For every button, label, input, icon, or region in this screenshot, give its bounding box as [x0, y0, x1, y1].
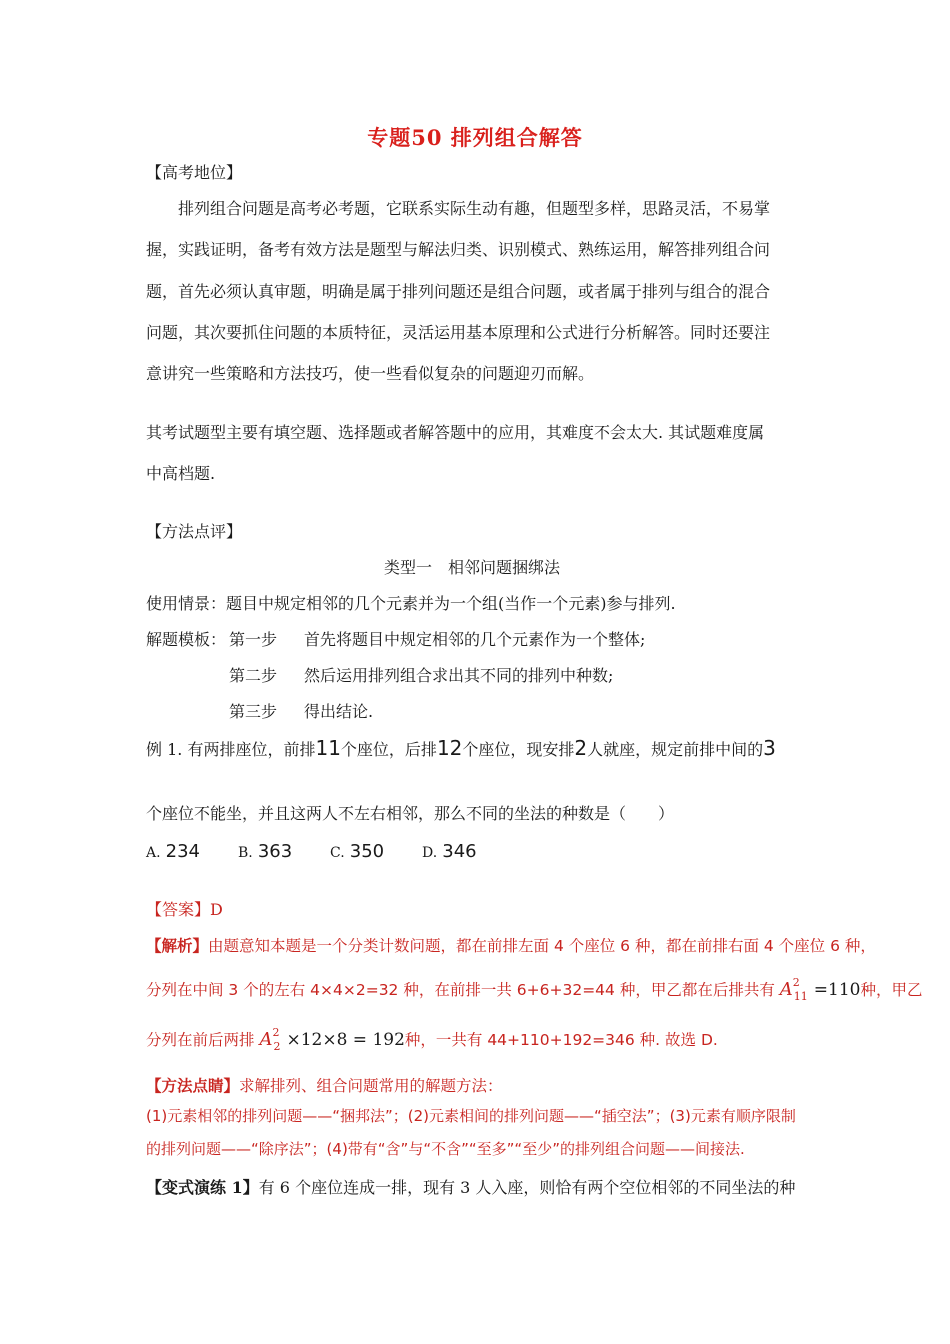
template-label: 解题模板： [146, 630, 227, 649]
analysis-line-1 [146, 936, 876, 956]
tips-line-2: 的排列问题——“除序法”；(4)带有“含”与“不含”“至多”“至少”的排列组合问题——间接法. [146, 1140, 745, 1158]
page-title: 专题50 排列组合解答 [367, 125, 583, 150]
option-b-letter: B. [238, 845, 253, 861]
exam-line-2: 中高档题. [146, 464, 216, 483]
template-step-2-label: 第二步 [229, 666, 278, 685]
example-text-1: 有两排座位，前排 [187, 740, 316, 759]
intro-line-3: 题，首先必须认真审题，明确是属于排列问题还是组合问题，或者属于排列与组合的混合 [146, 282, 771, 301]
option-b-value: 363 [257, 841, 293, 862]
tips-line-1: (1)元素相邻的排列问题——“捆邦法”；(2)元素相间的排列问题——“插空法”；(3)元素有顺序限制 [146, 1107, 796, 1125]
option-d-value: 346 [442, 841, 477, 862]
example-text-4: 人就座，规定前排中间的 [587, 740, 764, 759]
permutation-symbol-2 [259, 1026, 286, 1053]
intro-line-1: 排列组合问题是高考必考题，它联系实际生动有趣，但题型多样，思路灵活，不易掌 [178, 199, 771, 218]
template-step-3-text: 得出结论. [304, 702, 374, 721]
analysis-line-2 [146, 976, 923, 1003]
analysis-text-2b: 种，甲乙 [860, 981, 923, 999]
permutation-sub-2: 2 [273, 1040, 281, 1053]
usage-scenario: 使用情景：题目中规定相邻的几个元素并为一个组(当作一个元素)参与排列. [146, 594, 676, 613]
analysis-label: 【解析】 [146, 937, 209, 955]
intro-line-4: 问题，其次要抓住问题的本质特征，灵活运用基本原理和公式进行分析解答。同时还要注 [146, 323, 771, 342]
analysis-text-2a: 分列在中间 3 个的左右 4×4×2=32 种，在前排一共 6+6+32=44 种，甲乙都在后排共有 [146, 981, 775, 999]
option-d [422, 842, 477, 863]
template-step-3-label: 第三步 [229, 702, 278, 721]
template-step-1-label: 第一步 [229, 630, 278, 649]
variant-label: 【变式演练 1】 [146, 1178, 259, 1197]
permutation-sup-1: 2 [792, 976, 800, 989]
example-number-3: 2 [574, 736, 588, 760]
option-b [238, 842, 292, 863]
example-question-line-1 [146, 738, 776, 760]
type1-heading: 类型一 相邻问题捆绑法 [384, 558, 561, 577]
example-number-2: 12 [436, 736, 463, 760]
analysis-text-1: 由题意知本题是一个分类计数问题，都在前排左面 4 个座位 6 种，都在前排右面 4 个座位 6 种， [208, 937, 876, 955]
example-question-line-2: 个座位不能坐，并且这两人不左右相邻，那么不同的坐法的种数是（ ） [146, 804, 675, 823]
option-a [146, 842, 200, 863]
option-c [330, 842, 384, 863]
option-a-value: 234 [165, 841, 201, 862]
analysis-text-3b: 种，一共有 44+110+192=346 种. 故选 D. [404, 1031, 718, 1049]
example-prefix: 例 1. [146, 740, 183, 759]
tips-label: 【方法点睛】 [146, 1077, 240, 1095]
template-step-1-text: 首先将题目中规定相邻的几个元素作为一个整体; [304, 630, 646, 649]
analysis-line-3 [146, 1026, 718, 1053]
analysis-text-3a: 分列在前后两排 [146, 1031, 255, 1049]
option-a-letter: A. [146, 845, 161, 861]
answer-label: 【答案】 [146, 900, 211, 919]
option-c-value: 350 [349, 841, 385, 862]
tips-line-0 [146, 1076, 503, 1096]
template-step-2-text: 然后运用排列组合求出其不同的排列中种数; [304, 666, 614, 685]
exam-line-1: 其考试题型主要有填空题、选择题或者解答题中的应用，其难度不会太大. 其试题难度属 [146, 423, 765, 442]
example-number-4: 3 [763, 736, 776, 760]
variant-exercise [146, 1178, 795, 1198]
option-c-letter: C. [330, 845, 345, 861]
option-d-letter: D. [422, 845, 438, 861]
tips-text: 求解排列、组合问题常用的解题方法： [239, 1077, 503, 1095]
permutation-letter-2: A [259, 1029, 273, 1050]
intro-line-5: 意讲究一些策略和方法技巧，使一些看似复杂的问题迎刃而解。 [146, 364, 595, 383]
intro-line-2: 握，实践证明，备考有效方法是题型与解法归类、识别模式、熟练运用，解答排列组合问 [146, 240, 771, 259]
permutation-letter-1: A [779, 979, 793, 1000]
section-heading-position: 【高考地位】 [146, 163, 243, 182]
permutation-result-2: ×12×8 = 192 [286, 1030, 405, 1050]
example-number-1: 11 [315, 736, 341, 760]
example-text-3: 个座位，现安排 [462, 740, 575, 759]
section-heading-method: 【方法点评】 [146, 522, 243, 541]
answer-value: D [210, 900, 223, 919]
permutation-sup-2: 2 [272, 1026, 280, 1039]
answer-line [146, 900, 223, 920]
example-text-2: 个座位，后排 [340, 740, 437, 759]
permutation-symbol-1 [779, 976, 814, 1003]
permutation-result-1: =110 [813, 980, 861, 1000]
permutation-sub-1: 11 [793, 990, 808, 1003]
variant-text: 有 6 个座位连成一排，现有 3 人入座，则恰有两个空位相邻的不同坐法的种 [258, 1178, 796, 1197]
